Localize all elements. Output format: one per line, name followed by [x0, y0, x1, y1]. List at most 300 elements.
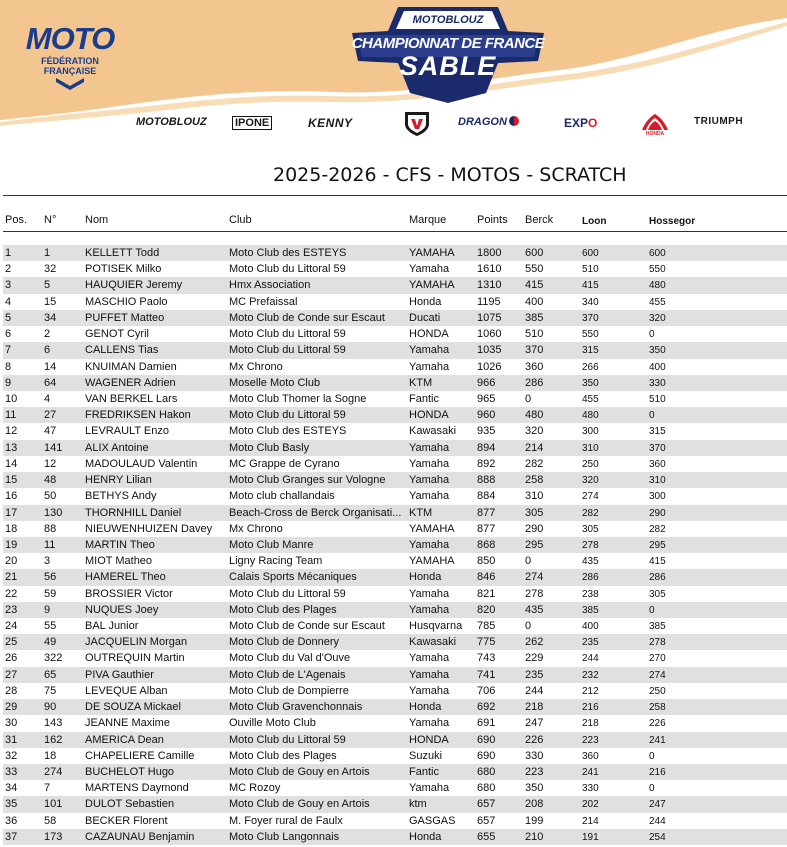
- berck-cell: 385: [525, 311, 544, 324]
- brand-cell: HONDA: [409, 328, 449, 341]
- championship-subtitle: SABLE: [399, 51, 497, 81]
- club-cell: Calais Sports Mécaniques: [229, 571, 357, 584]
- points-cell: 657: [477, 814, 496, 827]
- number-cell: 274: [44, 766, 63, 778]
- number-cell: 11: [44, 538, 56, 551]
- header-banner: [0, 0, 787, 150]
- berck-cell: 360: [525, 360, 544, 373]
- loon-cell: 223: [582, 734, 599, 746]
- number-cell: 18: [44, 749, 57, 762]
- loon-cell: 244: [582, 653, 599, 665]
- hossegor-cell: 330: [649, 377, 666, 389]
- loon-cell: 480: [582, 410, 599, 422]
- club-cell: Moto Club du Val d'Ouve: [229, 652, 351, 665]
- loon-cell: 305: [582, 523, 599, 535]
- table-row: [3, 375, 787, 391]
- sponsor-honda-label: HONDA: [645, 131, 665, 137]
- pos-cell: 33: [5, 766, 18, 778]
- table-row: [3, 699, 787, 715]
- berck-cell: 229: [525, 652, 544, 665]
- hossegor-cell: 295: [649, 539, 666, 551]
- brand-cell: Kawasaki: [409, 425, 457, 438]
- kw-shield-icon: [402, 110, 432, 136]
- hossegor-cell: 350: [649, 345, 666, 357]
- club-cell: Moto Club du Littoral 59: [229, 263, 346, 276]
- berck-cell: 320: [525, 425, 544, 438]
- pos-cell: 12: [5, 425, 18, 438]
- number-cell: 27: [44, 409, 57, 422]
- table-row: [3, 618, 787, 634]
- club-cell: Moto Club de Gouy en Artois: [229, 798, 370, 811]
- club-cell: Moto Club de L'Agenais: [229, 668, 346, 681]
- number-cell: 50: [44, 490, 57, 503]
- berck-cell: 435: [525, 603, 544, 616]
- club-cell: Mx Chrono: [229, 360, 283, 373]
- brand-cell: YAMAHA: [409, 555, 455, 568]
- points-cell: 868: [477, 538, 496, 551]
- number-cell: 6: [44, 344, 51, 357]
- loon-cell: 241: [582, 767, 599, 778]
- points-cell: 743: [477, 652, 496, 665]
- brand-cell: Yamaha: [409, 360, 450, 373]
- sponsor-ipone: IPONE: [232, 116, 272, 130]
- points-cell: 877: [477, 506, 496, 519]
- rider-name-cell: PIVA Gauthier: [85, 668, 154, 681]
- points-cell: 1060: [477, 328, 502, 341]
- brand-cell: Yamaha: [409, 538, 450, 551]
- club-cell: Moto Club des ESTEYS: [229, 247, 347, 259]
- club-cell: Ouville Moto Club: [229, 717, 316, 730]
- number-cell: 4: [44, 392, 51, 405]
- loon-cell: 282: [582, 507, 599, 519]
- rider-name-cell: LEVRAULT Enzo: [85, 425, 169, 438]
- table-row: [3, 780, 787, 796]
- points-cell: 741: [477, 668, 496, 681]
- pos-cell: 32: [5, 749, 18, 762]
- club-cell: Moto Club Granges sur Vologne: [229, 474, 386, 487]
- number-cell: 173: [44, 830, 63, 843]
- brand-cell: Honda: [409, 571, 442, 584]
- loon-cell: 286: [582, 572, 599, 584]
- rider-name-cell: MARTENS Daymond: [85, 782, 189, 795]
- berck-cell: 258: [525, 474, 544, 487]
- club-cell: Moto Club du Littoral 59: [229, 587, 346, 600]
- brand-cell: KTM: [409, 506, 433, 519]
- table-row: [3, 245, 787, 261]
- club-cell: Moto Club des Plages: [229, 603, 337, 616]
- pos-cell: 17: [5, 506, 18, 519]
- berck-cell: 480: [525, 409, 544, 422]
- points-cell: 820: [477, 603, 496, 616]
- club-cell: MC Prefaissal: [229, 295, 298, 308]
- championship-brand: MOTOBLOUZ: [412, 14, 484, 26]
- pos-cell: 18: [5, 522, 18, 535]
- berck-cell: 274: [525, 571, 544, 584]
- pos-cell: 35: [5, 798, 18, 811]
- table-row: [3, 813, 787, 829]
- club-cell: Moto Club Manre: [229, 538, 314, 551]
- loon-cell: 510: [582, 264, 599, 276]
- brand-cell: Yamaha: [409, 441, 450, 454]
- points-cell: 960: [477, 409, 496, 422]
- col-berck: Berck: [525, 214, 554, 226]
- number-cell: 14: [44, 360, 57, 373]
- hossegor-cell: 385: [649, 621, 666, 633]
- pos-cell: 25: [5, 636, 18, 649]
- sponsor-honda: [638, 112, 672, 138]
- club-cell: Ligny Racing Team: [229, 555, 323, 568]
- sponsor-motoblouz: MOTOBLOUZ: [136, 116, 207, 128]
- rider-name-cell: CAZAUNAU Benjamin: [85, 830, 195, 843]
- hossegor-cell: 241: [649, 734, 666, 746]
- pos-cell: 24: [5, 620, 18, 633]
- pos-cell: 20: [5, 555, 18, 568]
- number-cell: 59: [44, 587, 57, 600]
- pos-cell: 34: [5, 782, 18, 795]
- dragon-dot-icon: [509, 116, 519, 126]
- number-cell: 15: [44, 295, 57, 308]
- loon-cell: 400: [582, 621, 599, 633]
- table-row: [3, 796, 787, 812]
- brand-cell: Honda: [409, 295, 442, 308]
- points-cell: 1195: [477, 295, 501, 308]
- ffm-logo-line1: FÉDÉRATION: [41, 56, 99, 66]
- berck-cell: 550: [525, 263, 544, 276]
- table-row: [3, 732, 787, 748]
- brand-cell: Yamaha: [409, 344, 450, 357]
- pos-cell: 5: [5, 311, 12, 324]
- rider-name-cell: KELLETT Todd: [85, 247, 160, 259]
- brand-cell: Yamaha: [409, 263, 450, 276]
- rider-name-cell: LEVEQUE Alban: [85, 684, 168, 697]
- club-cell: MC Rozoy: [229, 782, 281, 795]
- sponsor-triumph: TRIUMPH: [694, 116, 744, 127]
- points-cell: 785: [477, 620, 496, 633]
- pos-cell: 4: [5, 295, 12, 308]
- table-row: [3, 829, 787, 845]
- club-cell: Moto Club de Dompierre: [229, 684, 349, 697]
- table-row: [3, 472, 787, 488]
- table-row: [3, 359, 787, 375]
- club-cell: Moto Club du Littoral 59: [229, 344, 346, 357]
- points-cell: 966: [477, 376, 496, 389]
- rider-name-cell: MARTIN Theo: [85, 538, 155, 551]
- hossegor-cell: 305: [649, 588, 666, 600]
- hossegor-cell: 400: [649, 361, 666, 373]
- table-row: [3, 553, 787, 569]
- hossegor-cell: 226: [649, 718, 666, 730]
- table-row: [3, 667, 787, 683]
- points-cell: 894: [477, 441, 496, 454]
- brand-cell: ktm: [409, 798, 427, 811]
- loon-cell: 435: [582, 556, 599, 568]
- points-cell: 888: [477, 474, 496, 487]
- club-cell: Moto Club du Littoral 59: [229, 733, 346, 746]
- pos-cell: 14: [5, 457, 18, 470]
- rider-name-cell: KNUIMAN Damien: [85, 360, 177, 373]
- loon-cell: 212: [582, 685, 599, 697]
- hossegor-cell: 310: [649, 475, 666, 487]
- pos-cell: 1: [5, 247, 12, 259]
- col-hossegor: Hossegor: [649, 216, 696, 227]
- table-row: [3, 423, 787, 439]
- rider-name-cell: BECKER Florent: [85, 814, 168, 827]
- berck-cell: 600: [525, 247, 544, 259]
- hossegor-cell: 510: [649, 393, 666, 405]
- number-cell: 48: [44, 474, 57, 487]
- rider-name-cell: BUCHELOT Hugo: [85, 766, 175, 778]
- points-cell: 680: [477, 782, 496, 795]
- championship-logo: [348, 3, 548, 103]
- hossegor-cell: 254: [649, 831, 666, 843]
- loon-cell: 191: [582, 831, 599, 843]
- points-cell: 655: [477, 830, 496, 843]
- pos-cell: 21: [5, 571, 18, 584]
- brand-cell: YAMAHA: [409, 247, 455, 259]
- berck-cell: 208: [525, 798, 544, 811]
- rider-name-cell: HENRY Lilian: [85, 474, 152, 487]
- club-cell: MC Grappe de Cyrano: [229, 457, 340, 470]
- brand-cell: GASGAS: [409, 814, 456, 827]
- hossegor-cell: 300: [649, 491, 666, 503]
- table-row: [3, 488, 787, 504]
- loon-cell: 320: [582, 475, 599, 487]
- berck-cell: 262: [525, 636, 544, 649]
- rider-name-cell: MIOT Matheo: [85, 555, 153, 568]
- pos-cell: 6: [5, 328, 12, 341]
- points-cell: 1800: [477, 247, 502, 259]
- rider-name-cell: NIEUWENHUIZEN Davey: [85, 522, 213, 535]
- pos-cell: 3: [5, 279, 12, 292]
- berck-cell: 199: [525, 814, 544, 827]
- hossegor-cell: 480: [649, 280, 666, 292]
- berck-cell: 290: [525, 522, 544, 535]
- loon-cell: 310: [582, 442, 599, 454]
- pos-cell: 2: [5, 263, 12, 276]
- rider-name-cell: NUQUES Joey: [85, 603, 159, 616]
- ffm-chevron-icon: [56, 78, 84, 90]
- brand-cell: Yamaha: [409, 717, 450, 730]
- berck-cell: 305: [525, 506, 544, 519]
- club-cell: M. Foyer rural de Faulx: [229, 814, 343, 827]
- berck-cell: 210: [525, 830, 544, 843]
- loon-cell: 274: [582, 491, 599, 503]
- loon-cell: 360: [582, 750, 599, 762]
- berck-cell: 510: [525, 328, 544, 341]
- rider-name-cell: JACQUELIN Morgan: [85, 636, 188, 649]
- pos-cell: 19: [5, 538, 18, 551]
- pos-cell: 27: [5, 668, 18, 681]
- sponsor-dragon-label: DRAGON: [458, 116, 507, 128]
- rider-name-cell: JEANNE Maxime: [85, 717, 170, 730]
- table-row: [3, 715, 787, 731]
- points-cell: 775: [477, 636, 496, 649]
- table-header: [0, 209, 787, 231]
- number-cell: 32: [44, 263, 57, 276]
- points-cell: 821: [477, 587, 496, 600]
- berck-cell: 244: [525, 684, 544, 697]
- pos-cell: 10: [5, 392, 18, 405]
- results-table: [3, 245, 787, 845]
- table-row: [3, 277, 787, 293]
- berck-cell: 282: [525, 457, 544, 470]
- points-cell: 1610: [477, 263, 502, 276]
- points-cell: 935: [477, 425, 496, 438]
- berck-cell: 218: [525, 701, 544, 714]
- pos-cell: 8: [5, 360, 12, 373]
- club-cell: Moto Club Gravenchonnais: [229, 701, 363, 714]
- table-row: [3, 456, 787, 472]
- number-cell: 55: [44, 620, 57, 633]
- loon-cell: 330: [582, 783, 599, 795]
- table-row: [3, 342, 787, 358]
- berck-cell: 370: [525, 344, 544, 357]
- hossegor-cell: 0: [649, 783, 655, 795]
- table-row: [3, 602, 787, 618]
- rider-name-cell: POTISEK Milko: [85, 263, 162, 276]
- table-row: [3, 569, 787, 585]
- col-loon: Loon: [582, 216, 607, 227]
- brand-cell: Yamaha: [409, 457, 450, 470]
- number-cell: 49: [44, 636, 57, 649]
- number-cell: 5: [44, 279, 51, 292]
- title-divider: [3, 195, 787, 196]
- pos-cell: 23: [5, 603, 18, 616]
- points-cell: 850: [477, 555, 496, 568]
- number-cell: 162: [44, 733, 63, 746]
- sponsor-expo: EXPO: [564, 116, 598, 130]
- hossegor-cell: 274: [649, 669, 666, 681]
- pos-cell: 13: [5, 441, 18, 454]
- pos-cell: 15: [5, 474, 18, 487]
- number-cell: 58: [44, 814, 57, 827]
- number-cell: 3: [44, 555, 51, 568]
- loon-cell: 315: [582, 345, 599, 357]
- hossegor-cell: 360: [649, 458, 666, 470]
- table-row: [3, 537, 787, 553]
- hossegor-cell: 216: [649, 767, 666, 778]
- rider-name-cell: MASCHIO Paolo: [85, 295, 168, 308]
- pos-cell: 16: [5, 490, 18, 503]
- header-divider: [3, 231, 787, 232]
- berck-cell: 247: [525, 717, 544, 730]
- berck-cell: 235: [525, 668, 544, 681]
- table-row: [3, 650, 787, 666]
- pos-cell: 28: [5, 684, 18, 697]
- pos-cell: 26: [5, 652, 18, 665]
- rider-name-cell: THORNHILL Daniel: [85, 506, 182, 519]
- club-cell: Mx Chrono: [229, 522, 283, 535]
- rider-name-cell: BROSSIER Victor: [85, 587, 173, 600]
- brand-cell: YAMAHA: [409, 279, 455, 292]
- pos-cell: 22: [5, 587, 18, 600]
- ffm-logo-word: MOTO: [25, 21, 115, 56]
- ffm-logo-line2: FRANÇAISE: [43, 66, 97, 76]
- loon-cell: 415: [582, 280, 599, 292]
- rider-name-cell: PUFFET Matteo: [85, 311, 165, 324]
- number-cell: 141: [44, 441, 63, 454]
- table-row: [3, 261, 787, 277]
- hossegor-cell: 286: [649, 572, 666, 584]
- number-cell: 101: [44, 798, 63, 811]
- table-row: [3, 634, 787, 650]
- hossegor-cell: 290: [649, 507, 666, 519]
- berck-cell: 286: [525, 376, 544, 389]
- loon-cell: 385: [582, 604, 599, 616]
- points-cell: 892: [477, 457, 496, 470]
- hossegor-cell: 320: [649, 312, 666, 324]
- brand-cell: YAMAHA: [409, 522, 455, 535]
- number-cell: 75: [44, 684, 57, 697]
- pos-cell: 11: [5, 409, 17, 422]
- points-cell: 690: [477, 749, 496, 762]
- loon-cell: 266: [582, 361, 599, 373]
- number-cell: 9: [44, 603, 51, 616]
- loon-cell: 455: [582, 393, 599, 405]
- club-cell: Moto Club du Littoral 59: [229, 409, 346, 422]
- championship-title: CHAMPIONNAT DE FRANCE: [351, 35, 545, 52]
- points-cell: 691: [477, 717, 496, 730]
- rider-name-cell: ALIX Antoine: [85, 441, 149, 454]
- club-cell: Hmx Association: [229, 279, 311, 292]
- loon-cell: 300: [582, 426, 599, 438]
- table-row: [3, 683, 787, 699]
- loon-cell: 202: [582, 799, 599, 811]
- col-pos: Pos.: [5, 214, 28, 226]
- brand-cell: Fantic: [409, 766, 439, 778]
- pos-cell: 30: [5, 717, 18, 730]
- col-club: Club: [229, 214, 252, 226]
- brand-cell: Yamaha: [409, 782, 450, 795]
- berck-cell: 0: [525, 555, 532, 568]
- points-cell: 1075: [477, 311, 502, 324]
- points-cell: 1310: [477, 279, 502, 292]
- hossegor-cell: 415: [649, 556, 666, 568]
- berck-cell: 350: [525, 782, 544, 795]
- rider-name-cell: BETHYS Andy: [85, 490, 157, 503]
- club-cell: Moto Club des Plages: [229, 749, 337, 762]
- rider-name-cell: HAUQUIER Jeremy: [85, 279, 183, 292]
- hossegor-cell: 247: [649, 799, 666, 811]
- number-cell: 65: [44, 668, 57, 681]
- club-cell: Moselle Moto Club: [229, 376, 321, 389]
- rider-name-cell: MADOULAUD Valentin: [85, 457, 198, 470]
- club-cell: Moto Club Basly: [229, 441, 310, 454]
- rider-name-cell: DE SOUZA Mickael: [85, 701, 181, 714]
- number-cell: 1: [44, 247, 51, 259]
- points-cell: 1026: [477, 360, 502, 373]
- sponsor-bar: [132, 110, 772, 140]
- sponsor-dragon: [458, 116, 519, 128]
- honda-wing-icon: [638, 112, 672, 132]
- table-row: [3, 586, 787, 602]
- col-num: N°: [44, 214, 57, 226]
- hossegor-cell: 0: [649, 604, 655, 616]
- hossegor-cell: 600: [649, 248, 666, 259]
- brand-cell: Kawasaki: [409, 636, 457, 649]
- rider-name-cell: OUTREQUIN Martin: [85, 652, 185, 665]
- pos-cell: 9: [5, 376, 12, 389]
- table-row: [3, 294, 787, 310]
- sponsor-kenny: KENNY: [308, 116, 353, 130]
- berck-cell: 400: [525, 295, 544, 308]
- pos-cell: 37: [5, 830, 18, 843]
- table-row: [3, 748, 787, 764]
- hossegor-cell: 270: [649, 653, 666, 665]
- brand-cell: Husqvarna: [409, 620, 463, 633]
- col-marque: Marque: [409, 214, 447, 226]
- table-row: [3, 391, 787, 407]
